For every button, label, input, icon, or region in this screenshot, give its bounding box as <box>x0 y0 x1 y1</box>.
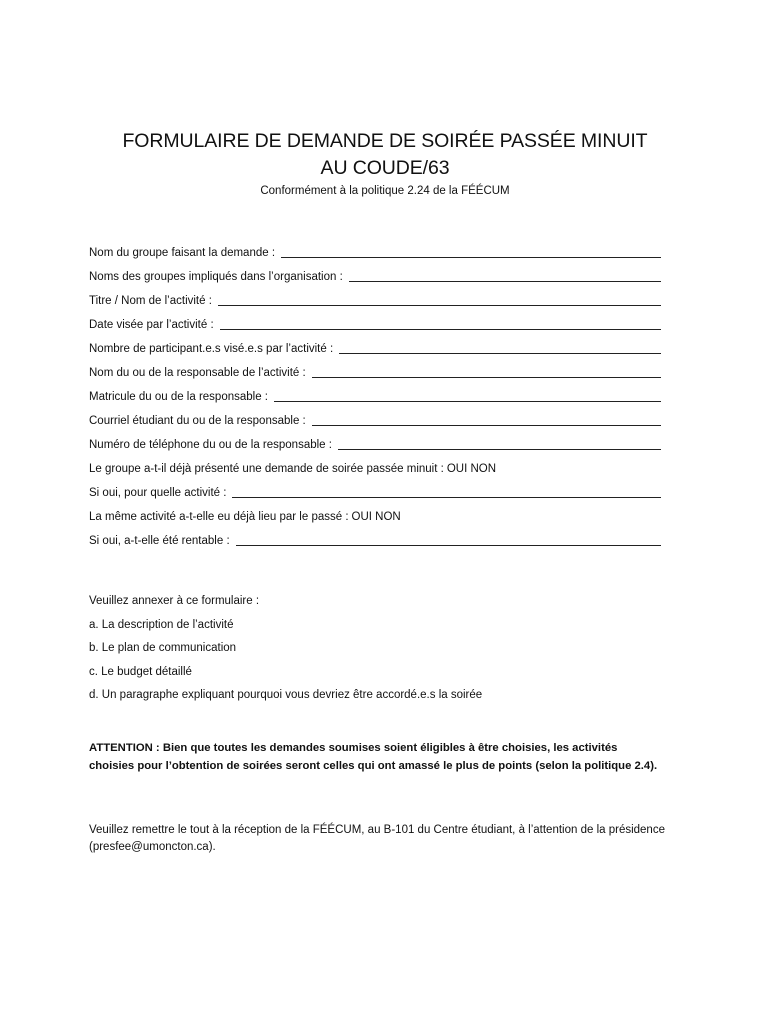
field-blank-line[interactable] <box>339 343 661 354</box>
field-previous-request <box>89 452 661 476</box>
form-title: FORMULAIRE DE DEMANDE DE SOIRÉE PASSÉE MINUIT <box>122 130 648 152</box>
field-label: La même activité a-t-elle eu déjà lieu par le passé : <box>89 511 349 523</box>
field-label: Titre / Nom de l’activité : <box>89 295 212 307</box>
field-blank-line[interactable] <box>274 391 661 402</box>
field-target-date <box>89 308 661 332</box>
field-blank-line[interactable] <box>232 487 661 498</box>
field-blank-line[interactable] <box>236 535 661 546</box>
oui-non-choice[interactable]: OUI NON <box>351 511 401 523</box>
field-blank-line[interactable] <box>218 295 661 306</box>
field-was-profitable <box>89 524 661 548</box>
field-responsible-name <box>89 356 661 380</box>
field-label: Numéro de téléphone du ou de la responsable : <box>89 439 332 451</box>
list-item: d. Un paragraphe expliquant pourquoi vous devriez être accordé.e.s la soirée <box>89 689 483 701</box>
annex-list <box>89 594 669 712</box>
field-label: Nom du ou de la responsable de l’activité : <box>89 367 306 379</box>
field-activity-held-before <box>89 500 661 524</box>
field-participant-count <box>89 332 661 356</box>
field-activity-title <box>89 284 661 308</box>
field-label: Matricule du ou de la responsable : <box>89 391 268 403</box>
field-responsible-id <box>89 380 661 404</box>
attention-notice: ATTENTION : Bien que toutes les demandes soumises soient éligibles à être choisies, les activités choisies pour l’obtention de soirées seront celles qui ont amassé le plus de points (selon la politique 2.4). <box>89 742 658 772</box>
field-blank-line[interactable] <box>312 415 661 426</box>
field-blank-line[interactable] <box>281 247 661 258</box>
field-blank-line[interactable] <box>220 319 661 330</box>
field-label: Date visée par l’activité : <box>89 319 214 331</box>
field-blank-line[interactable] <box>312 367 661 378</box>
field-blank-line[interactable] <box>349 271 661 282</box>
form-subtitle: Conformément à la politique 2.24 de la FÉÉCUM <box>260 185 510 197</box>
field-responsible-email <box>89 404 661 428</box>
field-label: Si oui, pour quelle activité : <box>89 487 227 499</box>
field-label: Nom du groupe faisant la demande : <box>89 247 276 259</box>
submission-instructions: Veuillez remettre le tout à la réception de la FÉÉCUM, au B-101 du Centre étudiant, à l’attention de la présidence (presfee@umoncton.ca). <box>89 824 665 853</box>
field-label: Le groupe a-t-il déjà présenté une demande de soirée passée minuit : <box>89 463 444 475</box>
field-which-activity <box>89 476 661 500</box>
list-item: c. Le budget détaillé <box>89 665 192 678</box>
form-fields <box>89 236 661 548</box>
field-groups-involved <box>89 260 661 284</box>
field-label: Courriel étudiant du ou de la responsable : <box>89 415 306 427</box>
field-group-name <box>89 236 661 260</box>
annex-intro: Veuillez annexer à ce formulaire : <box>89 595 260 607</box>
oui-non-choice[interactable]: OUI NON <box>446 463 497 475</box>
field-label: Si oui, a-t-elle été rentable : <box>89 535 230 547</box>
list-item: a. La description de l’activité <box>89 618 234 631</box>
form-title-line2: AU COUDE/63 <box>320 157 450 179</box>
field-responsible-phone <box>89 428 661 452</box>
field-blank-line[interactable] <box>338 439 661 450</box>
field-label: Nombre de participant.e.s visé.e.s par l’activité : <box>89 343 334 355</box>
list-item: b. Le plan de communication <box>89 642 237 654</box>
field-label: Noms des groupes impliqués dans l’organisation : <box>89 271 343 283</box>
